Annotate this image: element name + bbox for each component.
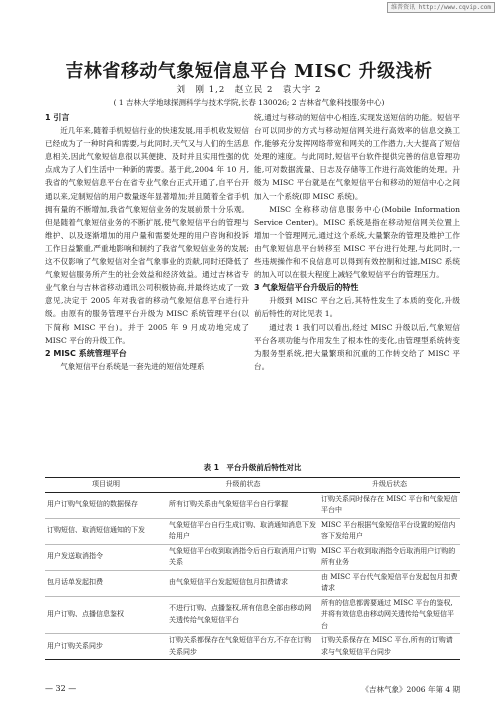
table-cell: 由气象短信平台发起短信包月扣费请求 [167,570,319,596]
table-cell: 用户订购、点播信息鉴权 [45,596,167,634]
paragraph: 通过表 1 我们可以看出,经过 MISC 升级以后,气象短信平台各项功能与作用发生了根本性的变化,由管理型系统转变为服务型系统,把大量繁琐和沉重的工作转交给了 MISC 平台。 [254,322,460,371]
authors: 刘 刚 1,2 赵立民 2 袁大宇 2 [176,85,322,95]
paragraph: 近几年来,随着手机短信行业的快速发展,用手机收发短信已经成为了一种时尚和需要,与此同时,天气又与人们的生活息息相关,因此气象短信息很以其便捷、及时并且实用性强的优点成为了人们生活中一种新的需要。基于此,2004 年 10 月,我省的气象短信息平台在省专业气象台正式开通了,自平台开通以来,定制短信的用户数量逐年显著增加;并且随着全省手机拥有量的不断增加,我省气象短信业务的发展前景十分乐观。但是随着气象短信业务的不断扩展,使气象短信平台的管理与维护、以及逐渐增加的用户量和需要处理的用户咨询和投诉工作日益繁重,严重地影响和制约了我省气象短信业务的发展;这不仅影响了气象短信对全省气象事业的贡献,同时还降低了气象短信服务所产生的社会效益和经济效益。通过吉林省专业气象台与吉林省移动通讯公司积极协商,并最终达成了一致意见,决定于 2005 年对我省的移动气象短信息平台进行升级。由原有的服务管理平台升级为 MISC 系统管理平台(以下简称 MISC 平台)。并于 2005 年 9 月成功地完成了 MISC 平台的升级工作。 [45,126,249,345]
watermark: 维普资讯 http://www.cqvip.com [387,2,495,13]
affiliation: ( 1 吉林大学地球探测科学与技术学院,长春 130026; 2 吉林省气象科技服务中心) [113,98,385,107]
table-header: 项目说明 [45,478,167,493]
section-heading: 1 引言 [45,113,70,122]
paragraph: 气象短信平台系统是一套先进的短信处理系 [60,361,205,371]
table-cell: 用户发送取消指令 [45,544,167,570]
comparison-table-block [45,462,460,660]
table-cell: 所有的信息都需要通过 MISC 平台的鉴权,并将有效信息由移动网关透传给气象短信平台 [319,596,460,634]
page-number: — 32 — [45,684,77,693]
table-cell: 订购短信、取消短信通知的下发 [45,518,167,544]
table-row [45,492,460,518]
table-cell: 订购关系同时保存在 MISC 平台和气象短信平台中 [319,492,460,518]
table-row [45,518,460,544]
table-row [45,634,460,660]
section-heading: 3 气象短信平台升级后的特性 [254,283,359,293]
table-cell: 订购关系保存在 MISC 平台,所有的订购请求与气象短信平台同步 [319,634,460,660]
table-header: 升级前状态 [167,478,319,493]
table-header: 升级后状态 [319,478,460,493]
table-cell: 用户订购关系同步 [45,634,167,660]
right-column [254,111,460,373]
table-cell: 气象短信平台收到取消指令后自行取消用户订购关系 [167,544,319,570]
table-cell: MISC 平台根据气象短信平台设置的短信内容下发给用户 [319,518,460,544]
paragraph: 统,通过与移动的短信中心相连,实现发送短信的功能。短信平台可以同步的方式与移动短信网关进行高效率的信息交换工作,能够充分发挥网络带宽和网关的工作潜力,大大提高了短信处理的速度。与此同时,短信平台软件提供完善的信息管理功能,可对数据流量、日志及存储等工作进行高效能的处理。升级为 MISC 平台就是在气象短信平台和移动的短信中心之间加入一个系统(即 MISC 系统)。 [254,113,460,201]
journal-info: 《吉林气象》2006 年第 4 期 [361,685,460,694]
comparison-table [45,477,460,660]
table-cell: 气象短信平台自行生成订购、取消通知消息下发给用户 [167,518,319,544]
table-cell: 所有订购关系由气象短信平台自行掌握 [167,492,319,518]
table-row [45,544,460,570]
table-row [45,570,460,596]
table-header-row [45,478,460,493]
table-caption: 表 1 平台升级前后特性对比 [203,463,302,472]
table-row [45,596,460,634]
paragraph: 升级到 MISC 平台之后,其特性发生了本质的变化,升级前后特性的对比见表 1。 [254,296,460,319]
section-heading: 2 MISC 系统管理平台 [45,348,127,358]
table-cell: 用户订购气象短信的数据保存 [45,492,167,518]
paragraph: MISC 全称移动信息服务中心(Mobile Information Service Center)。MISC 系统是指在移动短信网关位置上增加一个管理网元,通过这个系统,大量繁杂的管理及维护工作由气象短信息平台转移至 MISC 平台进行处理,与此同时,一些违规操作和不良信息可以得到有效控制和过滤,MISC 系统的加入可以在很大程度上减轻气象短信平台的管理压力。 [254,204,460,280]
paper-title: 吉林省移动气象短信息平台 MISC 升级浅析 [65,61,433,82]
table-cell: 由 MISC 平台代气象短信平台发起包月扣费请求 [319,570,460,596]
table-cell: 包月话单发起扣费 [45,570,167,596]
table-cell: 订购关系都保存在气象短信平台方,不存在订购关系同步 [167,634,319,660]
left-column [45,111,249,373]
table-cell: MISC 平台收到取消指令后取消用户订购的所有业务 [319,544,460,570]
table-cell: 不进行订购、点播鉴权,所有信息全部由移动网关透传给气象短信平台 [167,596,319,634]
